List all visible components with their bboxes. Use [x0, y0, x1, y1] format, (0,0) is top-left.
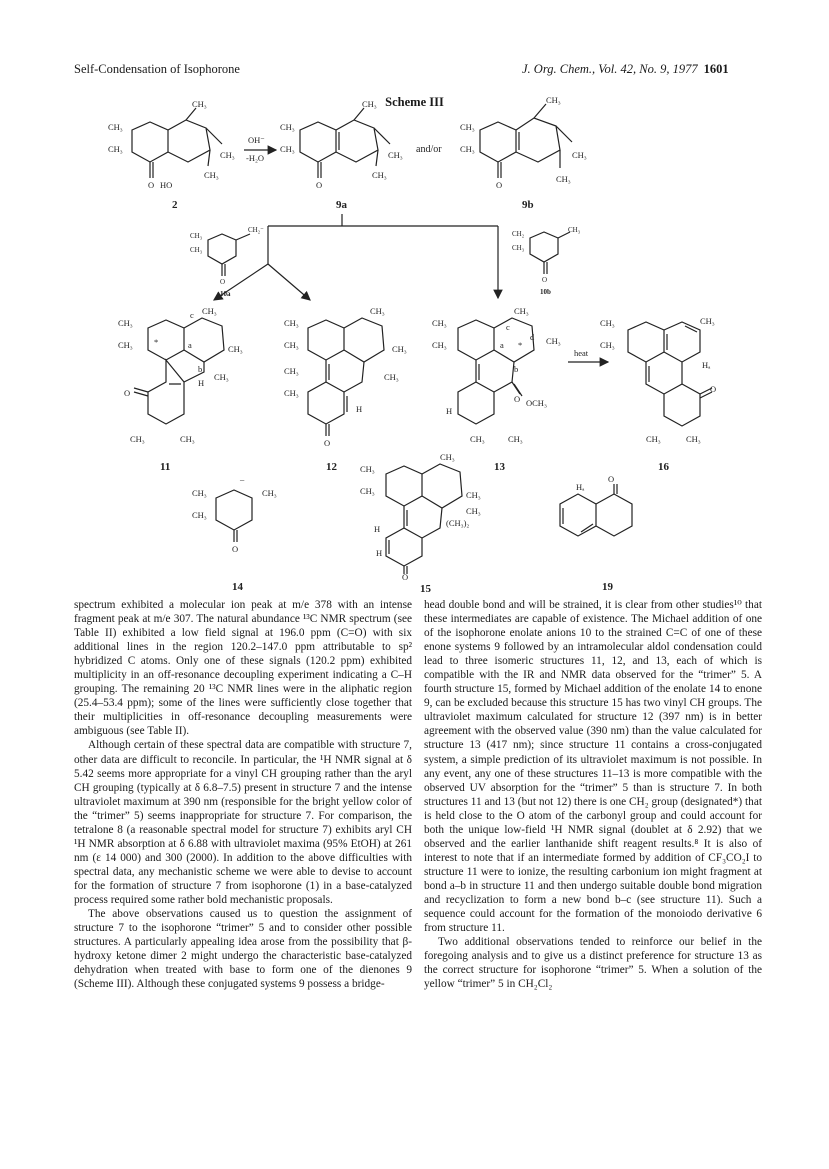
ch3-label: CH₃ [202, 306, 217, 316]
compound-10b-structure [512, 226, 581, 296]
compound-label-11: 11 [160, 461, 171, 473]
ch2-label: CH₂ [512, 230, 525, 238]
oxygen-label: O [402, 572, 409, 582]
oxygen-label: O [710, 384, 717, 394]
ch3-label: CH₃ [646, 434, 661, 444]
compound-label-9b: 9b [522, 199, 534, 211]
ch3-label: CH₃ [466, 506, 481, 516]
compound-19-structure [560, 474, 632, 593]
ch3-label: CH₃ [192, 488, 207, 498]
heat-label: heat [574, 348, 589, 358]
bond-label-c: c [506, 322, 510, 332]
ch3-label: CH₃ [280, 122, 295, 132]
compound-label-10b: 10b [540, 288, 551, 296]
ch3-label: CH₃ [190, 246, 203, 254]
paragraph: Two additional observations tended to reinforce our belief in the foregoing analysis and to give us a distinct preference for structure 13 as the correct structure for isophorone “trimer” 5. When a solution of the yellow “trimer” 5 in CH₂Cl₂ [424, 936, 762, 991]
ch3-label: CH₃ [546, 95, 561, 105]
compound-12-structure [284, 306, 407, 473]
scheme-title: Scheme III [385, 95, 444, 109]
reagent-base: OH⁻ [248, 135, 265, 145]
compound-9a-structure [280, 99, 403, 211]
compound-label-13: 13 [494, 461, 505, 473]
compound-15-structure [360, 452, 481, 595]
dimethyl-label: (CH₃)₂ [446, 518, 470, 528]
paragraph: Although certain of these spectral data are compatible with structure 7, other data are difficult to reconcile. In particular, the ¹H NMR signal at δ 5.42 seems more appropriate for a vinyl CH grouping rather than the aryl CH grouping (typically at δ 6.8–7.5) present in structure 7 and the intense ultraviolet maximum at 390 nm (responsible for the bright yellow color of the “trimer” 5) seems inappropriate for structure 7. For comparison, the tetralone 8 (a reasonable spectral model for structure 7) exhibits aryl CH ¹H NMR absorption at δ 6.88 with ultraviolet maxima (95% EtOH) at 261 nm (ε 14 000) and 300 (2000). In addition to the above difficulties with spectral data, any mechanistic scheme we were able to devise to account for the formation of structure 7 from isophorone (1) in a base-catalyzed process required some rather bold mechanistic proposals. [74, 739, 412, 906]
ch3-label: CH₃ [470, 434, 485, 444]
and-or-label: and/or [416, 144, 442, 155]
compound-10a-structure [190, 226, 264, 298]
ch3-label: CH₃ [284, 388, 299, 398]
ch3-label: CH₃ [384, 372, 399, 382]
hydrogen-label: H [446, 406, 453, 416]
oxygen-label: O [232, 544, 239, 554]
compound-label-19: 19 [602, 581, 613, 593]
anion-charge: – [240, 474, 245, 484]
ch3-label: CH₃ [466, 490, 481, 500]
ch3-label: CH₃ [600, 340, 615, 350]
compound-14-structure [192, 474, 277, 593]
ch3-label: CH₃ [372, 170, 387, 180]
reaction-arrow [268, 264, 310, 300]
compound-13-structure [432, 306, 561, 473]
hydrogen-label: H [376, 548, 383, 558]
ch3-label: CH₃ [284, 318, 299, 328]
compound-label-10a: 10a [220, 290, 231, 298]
journal-name: J. Org. Chem., Vol. 42, No. 9, 1977 [522, 62, 698, 76]
compound-11-structure [118, 306, 243, 473]
oxygen-label: O [514, 394, 521, 404]
ch3-label: CH₃ [440, 452, 455, 462]
ha-label: Hₐ [702, 360, 711, 370]
paragraph: The above observations caused us to question the assignment of structure 7 to the isophorone “trimer” 5 and to consider other possible structures. A particularly appealing idea arose from the possibility that β-hydroxy ketone dimer 2 might undergo the characteristic base-catalyzed dehydration when treated with base to form one of the dienones 9 (Scheme III). Although these conjugated systems 9 possess a bridge- [74, 908, 412, 991]
reagent-dehydration: -H₂O [246, 153, 265, 163]
ch3-label: CH₃ [360, 486, 375, 496]
compound-9b-structure [460, 95, 587, 211]
ch3-label: CH₃ [360, 464, 375, 474]
hydrogen-label: H [198, 378, 205, 388]
ch3-label: CH₃ [432, 318, 447, 328]
bond-label-c: c [190, 310, 194, 320]
ch3-label: CH₃ [546, 336, 561, 346]
ch3-label: CH₃ [284, 340, 299, 350]
compound-label-2: 2 [172, 199, 178, 211]
oxygen-label: O [220, 278, 226, 286]
paragraph: head double bond and will be strained, it is clear from other studies¹⁰ that these intermediates are capable of existence. The Michael addition of one of the isophorone enolate anions 10 to the strained C=C of one of these enone systems 9 followed by an intramolecular aldol condensation could lead to three isomeric structures 11, 12, and 13, each of which is compatible with the IR and NMR data observed for the “trimer” 5. A fourth structure 15, formed by Michael addition of the enolate 14 to enone 9, can be excluded because this structure 15 has two vinyl CH groups. The ultraviolet maximum calculated for structure 12 (397 nm) is in better agreement with the observed value (390 nm) than the value calculated for structure 13 (417 nm); since structure 11 contains a cross-conjugated system, a simple prediction of its ultraviolet maximum is not possible. In any event, any one of these structures 11–13 is more compatible with the observed UV absorption for the “trimer” 5 than is structure 7. In both structures 11 and 13 (but not 12) there is one CH₂ group (designated*) that is held close to the O atom of the carbonyl group and could account for both the unique low-field ¹H NMR signal (doublet at δ 2.92) that we observed and the earlier lanthanide shift reagent results.⁸ It is also of interest to note that if an intermediate formed by addition of CF₃CO₂I to structure 11 were to ionize, the resulting carbonium ion might fragment at bond a–b in structure 11 and then undergo suitable double bond migration and recyclization to form a new bond b–c (see structure 11). Such a sequence could account for the formation of the monoiodo derivative 6 from structure 11. [424, 599, 762, 935]
ch3-label: CH₃ [362, 99, 377, 109]
branch-line [268, 214, 498, 226]
compound-2-structure [108, 99, 235, 211]
oxygen-label: O [542, 276, 548, 284]
ch3-label: CH₃ [180, 434, 195, 444]
hydroxyl-label: HO [160, 180, 173, 190]
ch3-label: CH₃ [512, 244, 525, 252]
bond-label-b: b [514, 364, 519, 374]
compound-label-15: 15 [420, 583, 431, 595]
ch3-label: CH₃ [432, 340, 447, 350]
ch3-label: CH₃ [508, 434, 523, 444]
ch3-label: CH₃ [130, 434, 145, 444]
bond-label-b: b [198, 364, 203, 374]
ch3-label: CH₃ [108, 122, 123, 132]
ch3-label: CH₃ [204, 170, 219, 180]
ch2-anion-label: CH₂⁻ [248, 226, 264, 234]
bond-label-star: * [154, 337, 159, 347]
ch3-label: CH₃ [370, 306, 385, 316]
ch3-label: CH₃ [228, 344, 243, 354]
methoxy-label: OCH₃ [526, 398, 547, 408]
ch3-label: CH₃ [284, 366, 299, 376]
ch3-label: CH₃ [108, 144, 123, 154]
ch3-label: CH₃ [220, 150, 235, 160]
ch3-label: CH₃ [118, 340, 133, 350]
ch3-label: CH₃ [192, 99, 207, 109]
hydrogen-label: H [374, 524, 381, 534]
compound-label-16: 16 [658, 461, 669, 473]
ch3-label: CH₃ [214, 372, 229, 382]
oxygen-label: O [124, 388, 131, 398]
ch3-label: CH₃ [568, 226, 581, 234]
hydrogen-label: H [356, 404, 363, 414]
ch3-label: CH₃ [600, 318, 615, 328]
bond-label-a: a [188, 340, 192, 350]
page-number: 1601 [703, 62, 729, 76]
ch3-label: CH₃ [460, 122, 475, 132]
oxygen-label: O [496, 180, 503, 190]
bond-label-d: d [530, 332, 535, 342]
ch3-label: CH₃ [572, 150, 587, 160]
compound-label-9a: 9a [336, 199, 347, 211]
compound-16-structure [600, 316, 716, 473]
compound-label-14: 14 [232, 581, 243, 593]
oxygen-label: O [324, 438, 331, 448]
ch3-label: CH₃ [118, 318, 133, 328]
bond-label-a: a [500, 340, 504, 350]
ch3-label: CH₃ [686, 434, 701, 444]
text-column-right [424, 598, 762, 991]
ch3-label: CH₃ [190, 232, 203, 240]
oxygen-label: O [608, 474, 615, 484]
ch3-label: CH₃ [388, 150, 403, 160]
oxygen-label: O [316, 180, 323, 190]
bond-label-star: * [518, 340, 523, 350]
ch3-label: CH₃ [392, 344, 407, 354]
ch3-label: CH₃ [700, 316, 715, 326]
ch3-label: CH₃ [262, 488, 277, 498]
ch3-label: CH₃ [556, 174, 571, 184]
ch3-label: CH₃ [192, 510, 207, 520]
oxygen-label: O [148, 180, 155, 190]
ch3-label: CH₃ [514, 306, 529, 316]
ch3-label: CH₃ [280, 144, 295, 154]
ha-label: Hₐ [576, 482, 585, 492]
compound-label-12: 12 [326, 461, 337, 473]
text-column-left [74, 598, 412, 991]
running-header: Self-Condensation of Isophorone [74, 62, 240, 76]
ch3-label: CH₃ [460, 144, 475, 154]
paragraph: spectrum exhibited a molecular ion peak at m/e 378 with an intense fragment peak at m/e 307. The natural abundance ¹³C NMR spectrum (see Table II) exhibited a low field signal at 196.0 ppm (C=O) with six additional lines in the region 120.2–147.0 ppm attributable to sp² hybridized C atoms. Only one of these signals (120.2 ppm) exhibited multiplicity in an off-resonance decoupling experiment indicating a C–H grouping. The remaining 20 ¹³C NMR lines were in the aliphatic region (25.4–53.4 ppm); some of the lines were sufficiently close together that their multiplicities in off-resonance decoupling measurements were ambiguous (see Table II). [74, 599, 412, 738]
